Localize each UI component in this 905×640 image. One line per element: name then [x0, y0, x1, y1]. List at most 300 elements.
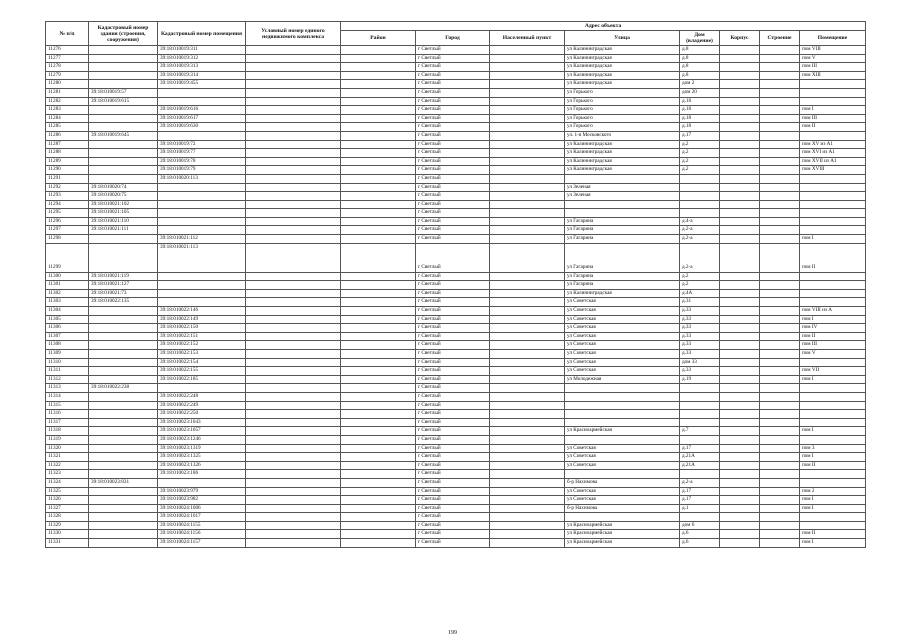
- cell-cond-complex: [246, 157, 341, 166]
- cell-premise: [800, 513, 866, 522]
- cell-korpus: [720, 521, 760, 530]
- cell-street: ул Гагарина: [565, 235, 680, 244]
- cell-street: [565, 401, 680, 410]
- cell-stroenie: [760, 539, 800, 548]
- cell-premise: пом I: [800, 496, 866, 505]
- cell-city: г Светлый: [416, 183, 490, 192]
- cell-cad-premise: 39:18:010022:250: [158, 410, 246, 419]
- cell-locality: [490, 131, 565, 140]
- cell-city: г Светлый: [416, 513, 490, 522]
- cell-city: г Светлый: [416, 209, 490, 218]
- cell-cond-complex: [246, 530, 341, 539]
- table-row: [46, 149, 866, 158]
- cell-district: [341, 496, 416, 505]
- cell-district: [341, 487, 416, 496]
- cell-city: г Светлый: [416, 54, 490, 63]
- cell-stroenie: [760, 453, 800, 462]
- cell-house: д.8: [680, 71, 720, 80]
- registry-sheet: [45, 21, 865, 548]
- cell-street: [565, 392, 680, 401]
- cell-cad-premise: [158, 281, 246, 290]
- table-row: [46, 358, 866, 367]
- cell-house: д.2: [680, 272, 720, 281]
- cell-city: г Светлый: [416, 444, 490, 453]
- cell-cad-building: 39:18:010021:102: [89, 200, 158, 209]
- cell-cad-premise: 39:18:010023:1319: [158, 444, 246, 453]
- cell-cond-complex: [246, 496, 341, 505]
- cell-number: 11313: [46, 384, 89, 393]
- cell-street: ул Гагарина: [565, 243, 680, 272]
- table-row: [46, 427, 866, 436]
- cell-number: 11285: [46, 123, 89, 132]
- cell-cad-building: 39:18:010021:111: [89, 226, 158, 235]
- cell-cad-building: [89, 375, 158, 384]
- cell-locality: [490, 97, 565, 106]
- cell-locality: [490, 401, 565, 410]
- cell-district: [341, 140, 416, 149]
- cell-street: ул Горького: [565, 114, 680, 123]
- cell-premise: пом II: [800, 461, 866, 470]
- cell-stroenie: [760, 235, 800, 244]
- cell-premise: пом I: [800, 504, 866, 513]
- cell-house: [680, 392, 720, 401]
- cell-cad-premise: 39:18:010021:113: [158, 243, 246, 272]
- cell-locality: [490, 88, 565, 97]
- cell-cad-building: [89, 358, 158, 367]
- cell-locality: [490, 470, 565, 479]
- cell-cad-premise: 39:18:010023:1043: [158, 418, 246, 427]
- cell-stroenie: [760, 226, 800, 235]
- cell-stroenie: [760, 427, 800, 436]
- cell-locality: [490, 80, 565, 89]
- cell-korpus: [720, 401, 760, 410]
- cell-number: 11281: [46, 88, 89, 97]
- cell-stroenie: [760, 358, 800, 367]
- cell-house: [680, 513, 720, 522]
- cell-cond-complex: [246, 298, 341, 307]
- table-row: [46, 200, 866, 209]
- cell-district: [341, 350, 416, 359]
- cell-cad-premise: 39:18:010019:617: [158, 114, 246, 123]
- cell-stroenie: [760, 149, 800, 158]
- cell-cad-building: [89, 530, 158, 539]
- cell-stroenie: [760, 375, 800, 384]
- cell-stroenie: [760, 350, 800, 359]
- cell-korpus: [720, 166, 760, 175]
- cell-cad-building: [89, 80, 158, 89]
- cell-locality: [490, 298, 565, 307]
- table-row: [46, 487, 866, 496]
- cell-street: ул Калининградская: [565, 289, 680, 298]
- cell-cond-complex: [246, 461, 341, 470]
- cell-cad-premise: 39:18:010019:79: [158, 166, 246, 175]
- cell-cad-premise: 39:18:010023:186: [158, 470, 246, 479]
- cell-city: г Светлый: [416, 80, 490, 89]
- cell-korpus: [720, 350, 760, 359]
- cell-premise: пом VII: [800, 367, 866, 376]
- cell-stroenie: [760, 513, 800, 522]
- table-row: [46, 453, 866, 462]
- cell-cad-premise: 39:18:010022:151: [158, 332, 246, 341]
- cell-locality: [490, 504, 565, 513]
- cell-city: г Светлый: [416, 200, 490, 209]
- cell-number: 11303: [46, 298, 89, 307]
- cell-district: [341, 539, 416, 548]
- cell-locality: [490, 392, 565, 401]
- cell-cond-complex: [246, 401, 341, 410]
- cell-korpus: [720, 392, 760, 401]
- cell-cond-complex: [246, 209, 341, 218]
- cell-korpus: [720, 149, 760, 158]
- cell-cad-building: [89, 332, 158, 341]
- cell-house: [680, 209, 720, 218]
- cell-number: 11307: [46, 332, 89, 341]
- cell-stroenie: [760, 324, 800, 333]
- cell-cond-complex: [246, 504, 341, 513]
- cell-cond-complex: [246, 367, 341, 376]
- cell-city: г Светлый: [416, 63, 490, 72]
- cell-premise: пом I: [800, 427, 866, 436]
- cell-cad-premise: [158, 217, 246, 226]
- cell-premise: [800, 392, 866, 401]
- cell-cond-complex: [246, 54, 341, 63]
- cell-locality: [490, 192, 565, 201]
- cell-street: ул Горького: [565, 88, 680, 97]
- cell-locality: [490, 235, 565, 244]
- table-row: [46, 63, 866, 72]
- cell-cad-premise: 39:18:010024:1156: [158, 530, 246, 539]
- cell-premise: [800, 470, 866, 479]
- cell-cond-complex: [246, 478, 341, 487]
- cell-locality: [490, 243, 565, 272]
- cell-korpus: [720, 341, 760, 350]
- cell-house: д.2: [680, 166, 720, 175]
- cell-city: г Светлый: [416, 235, 490, 244]
- cell-district: [341, 298, 416, 307]
- cell-locality: [490, 332, 565, 341]
- cell-korpus: [720, 530, 760, 539]
- cell-house: д.18: [680, 123, 720, 132]
- cell-korpus: [720, 88, 760, 97]
- cell-cad-premise: [158, 131, 246, 140]
- table-row: [46, 140, 866, 149]
- cell-korpus: [720, 487, 760, 496]
- cell-house: [680, 410, 720, 419]
- cell-stroenie: [760, 281, 800, 290]
- cell-cad-building: [89, 521, 158, 530]
- table-row: [46, 226, 866, 235]
- cell-locality: [490, 281, 565, 290]
- cell-house: д.17: [680, 487, 720, 496]
- cell-korpus: [720, 453, 760, 462]
- cell-cond-complex: [246, 88, 341, 97]
- cell-house: д.17: [680, 131, 720, 140]
- cell-street: [565, 418, 680, 427]
- cell-house: д.2-а: [680, 478, 720, 487]
- cell-city: г Светлый: [416, 470, 490, 479]
- cell-city: г Светлый: [416, 324, 490, 333]
- cell-district: [341, 157, 416, 166]
- cell-stroenie: [760, 392, 800, 401]
- table-row: [46, 272, 866, 281]
- cell-stroenie: [760, 209, 800, 218]
- cell-stroenie: [760, 384, 800, 393]
- cell-korpus: [720, 307, 760, 316]
- cell-number: 11296: [46, 217, 89, 226]
- cell-korpus: [720, 496, 760, 505]
- cell-premise: пом XV из А1: [800, 140, 866, 149]
- cell-locality: [490, 350, 565, 359]
- table-row: [46, 350, 866, 359]
- cell-premise: [800, 174, 866, 183]
- cell-stroenie: [760, 444, 800, 453]
- cell-house: [680, 174, 720, 183]
- cell-house: дом 6: [680, 521, 720, 530]
- table-row: [46, 298, 866, 307]
- cell-number: 11294: [46, 200, 89, 209]
- cell-city: г Светлый: [416, 401, 490, 410]
- cell-house: д.18: [680, 106, 720, 115]
- table-row: [46, 106, 866, 115]
- cell-city: г Светлый: [416, 521, 490, 530]
- cell-street: ул Калининградская: [565, 166, 680, 175]
- cell-korpus: [720, 63, 760, 72]
- cell-stroenie: [760, 341, 800, 350]
- table-row: [46, 114, 866, 123]
- cell-number: 11319: [46, 435, 89, 444]
- cell-cad-premise: 39:18:010022:153: [158, 350, 246, 359]
- cell-city: г Светлый: [416, 350, 490, 359]
- header-stroenie: Строение: [760, 31, 800, 46]
- cell-cad-premise: [158, 97, 246, 106]
- cell-korpus: [720, 71, 760, 80]
- table-row: [46, 183, 866, 192]
- cell-number: 11324: [46, 478, 89, 487]
- cell-premise: пом II: [800, 332, 866, 341]
- cell-cad-premise: 39:18:010024:1006: [158, 504, 246, 513]
- table-row: [46, 521, 866, 530]
- cell-district: [341, 358, 416, 367]
- cell-city: г Светлый: [416, 174, 490, 183]
- table-row: [46, 539, 866, 548]
- table-row: [46, 192, 866, 201]
- cell-district: [341, 46, 416, 55]
- cell-cad-premise: 39:18:010019:311: [158, 46, 246, 55]
- table-row: [46, 54, 866, 63]
- cell-house: д.21А: [680, 453, 720, 462]
- cell-cad-premise: 39:18:010019:77: [158, 149, 246, 158]
- cell-street: ул Калининградская: [565, 140, 680, 149]
- cell-premise: [800, 298, 866, 307]
- cell-city: г Светлый: [416, 106, 490, 115]
- header-city: Город: [416, 31, 490, 46]
- cell-district: [341, 200, 416, 209]
- cell-premise: [800, 521, 866, 530]
- cell-cad-premise: 39:18:010023:1246: [158, 435, 246, 444]
- cell-cad-building: [89, 427, 158, 436]
- cell-cond-complex: [246, 332, 341, 341]
- cell-district: [341, 401, 416, 410]
- cell-cond-complex: [246, 192, 341, 201]
- cell-cad-premise: 39:18:010022:152: [158, 341, 246, 350]
- cell-cad-building: [89, 453, 158, 462]
- cell-korpus: [720, 54, 760, 63]
- cell-cad-building: [89, 63, 158, 72]
- cell-cad-building: 39:18:010021:105: [89, 209, 158, 218]
- cell-street: ул Гагарина: [565, 217, 680, 226]
- cell-district: [341, 332, 416, 341]
- cell-district: [341, 149, 416, 158]
- cell-city: г Светлый: [416, 392, 490, 401]
- cell-number: 11280: [46, 80, 89, 89]
- cell-korpus: [720, 217, 760, 226]
- cell-district: [341, 410, 416, 419]
- cell-premise: [800, 401, 866, 410]
- cell-district: [341, 97, 416, 106]
- header-street: Улица: [565, 31, 680, 46]
- cell-city: г Светлый: [416, 332, 490, 341]
- cell-premise: пом VIII из А: [800, 307, 866, 316]
- cell-street: ул Гагарина: [565, 281, 680, 290]
- cell-street: ул Зеленая: [565, 192, 680, 201]
- cell-number: 11301: [46, 281, 89, 290]
- cell-number: 11293: [46, 192, 89, 201]
- cell-district: [341, 444, 416, 453]
- cell-premise: [800, 272, 866, 281]
- cell-cad-building: [89, 149, 158, 158]
- cell-house: д.2: [680, 157, 720, 166]
- cell-number: 11330: [46, 530, 89, 539]
- cell-house: [680, 200, 720, 209]
- cell-number: 11298: [46, 235, 89, 244]
- cell-city: г Светлый: [416, 367, 490, 376]
- cell-cad-premise: 39:18:010019:455: [158, 80, 246, 89]
- cell-cad-premise: [158, 226, 246, 235]
- cell-street: ул. 1-я Московского: [565, 131, 680, 140]
- table-row: [46, 97, 866, 106]
- cell-cad-building: [89, 401, 158, 410]
- cell-number: 11290: [46, 166, 89, 175]
- cell-stroenie: [760, 530, 800, 539]
- cell-premise: [800, 226, 866, 235]
- cell-stroenie: [760, 166, 800, 175]
- cell-locality: [490, 496, 565, 505]
- cell-house: [680, 470, 720, 479]
- cell-city: г Светлый: [416, 307, 490, 316]
- cell-city: г Светлый: [416, 149, 490, 158]
- cell-cad-building: [89, 235, 158, 244]
- cell-cond-complex: [246, 384, 341, 393]
- cell-city: г Светлый: [416, 478, 490, 487]
- cell-stroenie: [760, 243, 800, 272]
- cell-cad-building: [89, 444, 158, 453]
- cell-district: [341, 521, 416, 530]
- cell-cad-premise: 39:18:010019:78: [158, 157, 246, 166]
- cell-locality: [490, 226, 565, 235]
- cell-city: г Светлый: [416, 453, 490, 462]
- cell-house: д.33: [680, 332, 720, 341]
- cell-cad-building: 39:18:010022:238: [89, 384, 158, 393]
- cell-korpus: [720, 298, 760, 307]
- table-row: [46, 384, 866, 393]
- cell-house: [680, 401, 720, 410]
- cell-korpus: [720, 513, 760, 522]
- cell-cad-premise: [158, 200, 246, 209]
- cell-stroenie: [760, 521, 800, 530]
- header-cad-building: Кадастровый номер здания (строения, сооружения): [89, 22, 158, 46]
- cell-cond-complex: [246, 166, 341, 175]
- cell-street: [565, 174, 680, 183]
- cell-locality: [490, 521, 565, 530]
- table-row: [46, 289, 866, 298]
- cell-city: г Светлый: [416, 358, 490, 367]
- cell-cond-complex: [246, 289, 341, 298]
- cell-street: ул Калининградская: [565, 46, 680, 55]
- cell-cond-complex: [246, 427, 341, 436]
- cell-district: [341, 384, 416, 393]
- cell-city: г Светлый: [416, 341, 490, 350]
- cell-district: [341, 166, 416, 175]
- cell-house: д.33: [680, 324, 720, 333]
- cell-cad-building: [89, 106, 158, 115]
- cell-number: 11300: [46, 272, 89, 281]
- cell-district: [341, 235, 416, 244]
- cell-cond-complex: [246, 106, 341, 115]
- cell-cad-building: [89, 392, 158, 401]
- cell-cond-complex: [246, 307, 341, 316]
- cell-district: [341, 453, 416, 462]
- cell-premise: пом 2: [800, 487, 866, 496]
- cell-locality: [490, 183, 565, 192]
- cell-cad-premise: 39:18:010022:146: [158, 307, 246, 316]
- cell-cad-building: 39:18:010020:74: [89, 183, 158, 192]
- cell-city: г Светлый: [416, 217, 490, 226]
- cell-premise: пом II: [800, 530, 866, 539]
- cell-cond-complex: [246, 243, 341, 272]
- cell-cond-complex: [246, 183, 341, 192]
- cell-premise: пом XVIII: [800, 166, 866, 175]
- cell-cad-building: 39:18:010023:831: [89, 478, 158, 487]
- cell-street: б-р Нахимова: [565, 504, 680, 513]
- cell-number: 11306: [46, 324, 89, 333]
- cell-premise: [800, 183, 866, 192]
- cell-number: 11308: [46, 341, 89, 350]
- table-body: [46, 46, 866, 548]
- cell-number: 11315: [46, 401, 89, 410]
- cell-cad-building: [89, 470, 158, 479]
- cell-cad-premise: 39:18:010019:616: [158, 106, 246, 115]
- cell-locality: [490, 307, 565, 316]
- cell-cond-complex: [246, 71, 341, 80]
- cell-stroenie: [760, 367, 800, 376]
- cell-locality: [490, 315, 565, 324]
- cell-korpus: [720, 410, 760, 419]
- cell-street: ул Калининградская: [565, 63, 680, 72]
- cell-house: [680, 435, 720, 444]
- cell-district: [341, 114, 416, 123]
- cell-stroenie: [760, 131, 800, 140]
- cell-stroenie: [760, 106, 800, 115]
- cell-district: [341, 418, 416, 427]
- cell-cad-building: [89, 123, 158, 132]
- cell-number: 11282: [46, 97, 89, 106]
- cell-street: ул Советская: [565, 332, 680, 341]
- cell-locality: [490, 410, 565, 419]
- cell-number: 11317: [46, 418, 89, 427]
- table-row: [46, 530, 866, 539]
- cell-stroenie: [760, 435, 800, 444]
- cell-number: 11289: [46, 157, 89, 166]
